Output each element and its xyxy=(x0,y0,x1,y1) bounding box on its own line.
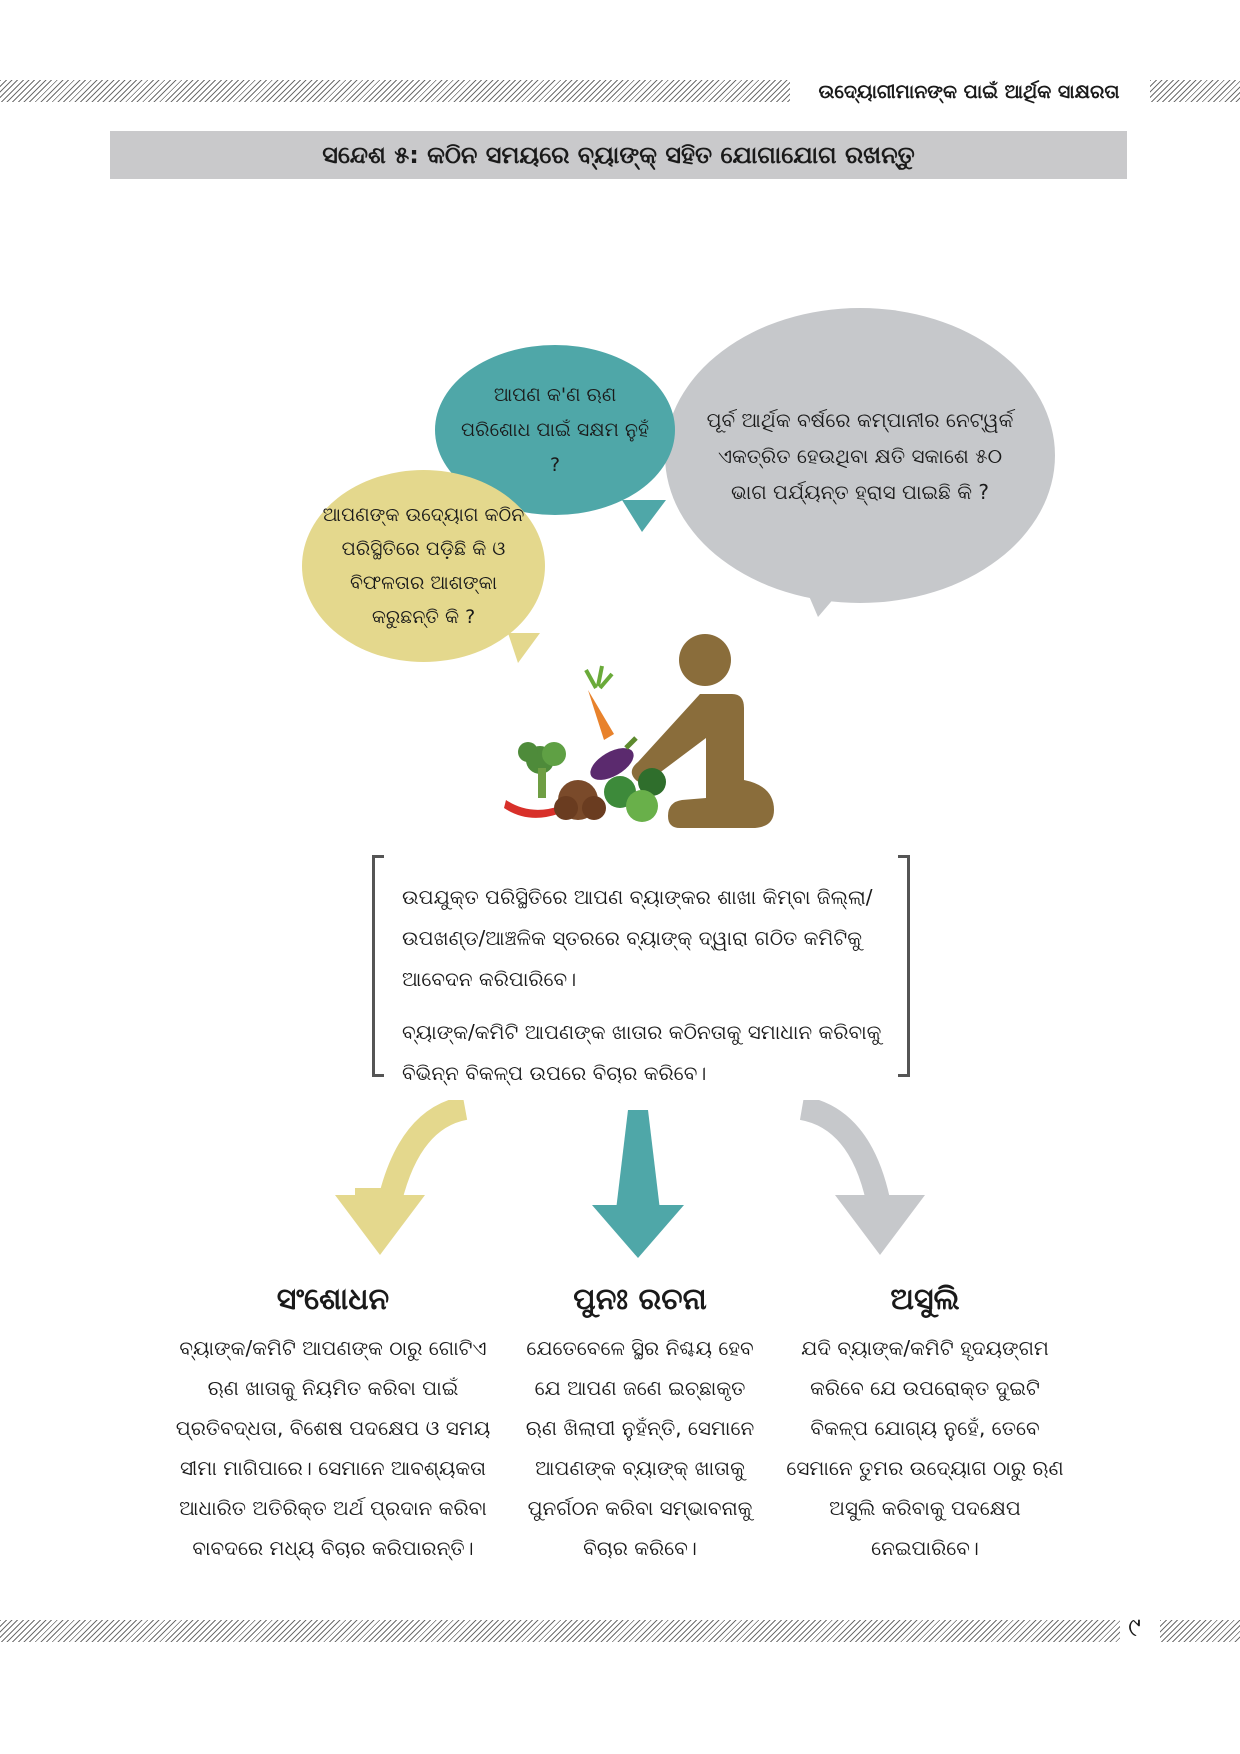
speech-bubble-grey xyxy=(665,308,1055,603)
info-paragraph-2: ବ୍ୟାଙ୍କ/କମିଟି ଆପଣଙ୍କ ଖାତାର କଠିନତାକୁ ସମାଧାନ କରିବାକୁ ବିଭିନ୍ନ ବିକଳ୍ପ ଉପରେ ବିଚାର କରିବେ। xyxy=(402,1020,882,1085)
running-header-title: ଉଦ୍ୟୋଗୀମାନଙ୍କ ପାଇଁ ଆର୍ଥିକ ସାକ୍ଷରତା xyxy=(818,81,1120,103)
yellow-curved-arrow-icon xyxy=(335,1108,465,1255)
footer-hatch-right xyxy=(1160,1620,1240,1642)
info-box xyxy=(372,855,910,1085)
info-box-right-bracket xyxy=(898,855,910,1077)
option-column-2 xyxy=(520,1280,760,1568)
option-text-1: ବ୍ୟାଙ୍କ/କମିଟି ଆପଣଙ୍କ ଠାରୁ ଗୋଟିଏ ଋଣ ଖାତାକୁ ନିୟମିତ କରିବା ପାଇଁ ପ୍ରତିବଦ୍ଧତା, ବିଶେଷ ପଦକ୍ଷେପ ଓ ସମୟ ସୀମା ମାଗିପାରେ। ସେମାନେ ଆବଶ୍ୟକତା ଆଧାରିତ ଅତିରିକ୍ତ ଅର୍ଥ ପ୍ରଦାନ କରିବା ବାବଦରେ ମଧ୍ୟ ବିଚାର କରିପାରନ୍ତି। xyxy=(175,1336,491,1560)
header-hatch-right xyxy=(1150,80,1240,102)
teal-bubble-tail xyxy=(622,500,666,532)
vegetables-icon xyxy=(504,666,666,822)
info-box-left-bracket xyxy=(372,855,384,1077)
bubble-grey-text: ପୂର୍ବ ଆର୍ଥିକ ବର୍ଷରେ କମ୍ପାନୀର ନେଟ୍‌ୱର୍କ ଏକତ୍ରିତ ହେଉଥିବା କ୍ଷତି ସକାଶେ ୫୦ ଭାଗ ପର୍ଯ୍ୟନ୍ତ ହ୍ରାସ ପାଇଛି କି ? xyxy=(706,407,1014,504)
option-text-3: ଯଦି ବ୍ୟାଙ୍କ/କମିଟି ହୃଦୟଙ୍ଗମ କରିବେ ଯେ ଉପରୋକ୍ତ ଦୁଇଟି ବିକଳ୍ପ ଯୋଗ୍ୟ ନୁହେଁ, ତେବେ ସେମାନେ ତୁମର ଉଦ୍ୟୋଗ ଠାରୁ ଋଣ ଅସୁଲି କରିବାକୁ ପଦକ୍ଷେପ ନେଇପାରିବେ। xyxy=(786,1336,1064,1560)
option-arrows xyxy=(330,1100,950,1270)
bubble-yellow-text: ଆପଣଙ୍କ ଉଦ୍ୟୋଗ କଠିନ ପରିସ୍ଥିତିରେ ପଡ଼ିଛି କି ଓ ବିଫଳତାର ଆଶଙ୍କା କରୁଛନ୍ତି କି ? xyxy=(322,504,525,628)
option-column-3 xyxy=(780,1280,1070,1568)
kneeling-person-with-vegetables-illustration xyxy=(500,630,790,850)
footer-hatch-left xyxy=(0,1620,1120,1642)
option-heading-2: ପୁନଃ ରଚନା xyxy=(573,1282,707,1317)
teal-down-arrow-icon xyxy=(592,1110,684,1258)
option-heading-1: ସଂଶୋଧନ xyxy=(276,1282,390,1317)
option-heading-3: ଅସୁଲି xyxy=(890,1282,960,1317)
page-number: ୯ xyxy=(1128,1613,1141,1643)
info-paragraph-1: ଉପଯୁକ୍ତ ପରିସ୍ଥିତିରେ ଆପଣ ବ୍ୟାଙ୍କର ଶାଖା କିମ୍ବା ଜିଲ୍ଲା/ଉପଖଣ୍ଡ/ଆଞ୍ଚଳିକ ସ୍ତରରେ ବ୍ୟାଙ୍କ୍ ଦ୍ୱାରା ଗଠିତ କମିଟିକୁ ଆବେଦନ କରିପାରିବେ। xyxy=(402,885,873,991)
header-hatch-left xyxy=(0,80,790,102)
option-column-1 xyxy=(168,1280,498,1568)
option-text-2: ଯେତେବେଳେ ସ୍ଥିର ନିଶ୍ଚୟ ହେବ ଯେ ଆପଣ ଜଣେ ଇଚ୍ଛାକୃତ ଋଣ ଖିଲାପୀ ନୁହଁନ୍ତି, ସେମାନେ ଆପଣଙ୍କ ବ୍ୟାଙ୍କ୍ ଖାତାକୁ ପୁନର୍ଗଠନ କରିବା ସମ୍ଭାବନାକୁ ବିଚାର କରିବେ। xyxy=(525,1336,755,1560)
page-title-bar xyxy=(110,131,1127,179)
page-title: ସନ୍ଦେଶ ୫: କଠିନ ସମୟରେ ବ୍ୟାଙ୍କ୍ ସହିତ ଯୋଗାଯୋଗ ରଖନ୍ତୁ xyxy=(322,141,915,169)
grey-curved-arrow-icon xyxy=(802,1108,925,1255)
bubble-teal-text: ଆପଣ କ'ଣ ଋଣ ପରିଶୋଧ ପାଇଁ ସକ୍ଷମ ନୁହଁ ? xyxy=(460,383,650,476)
